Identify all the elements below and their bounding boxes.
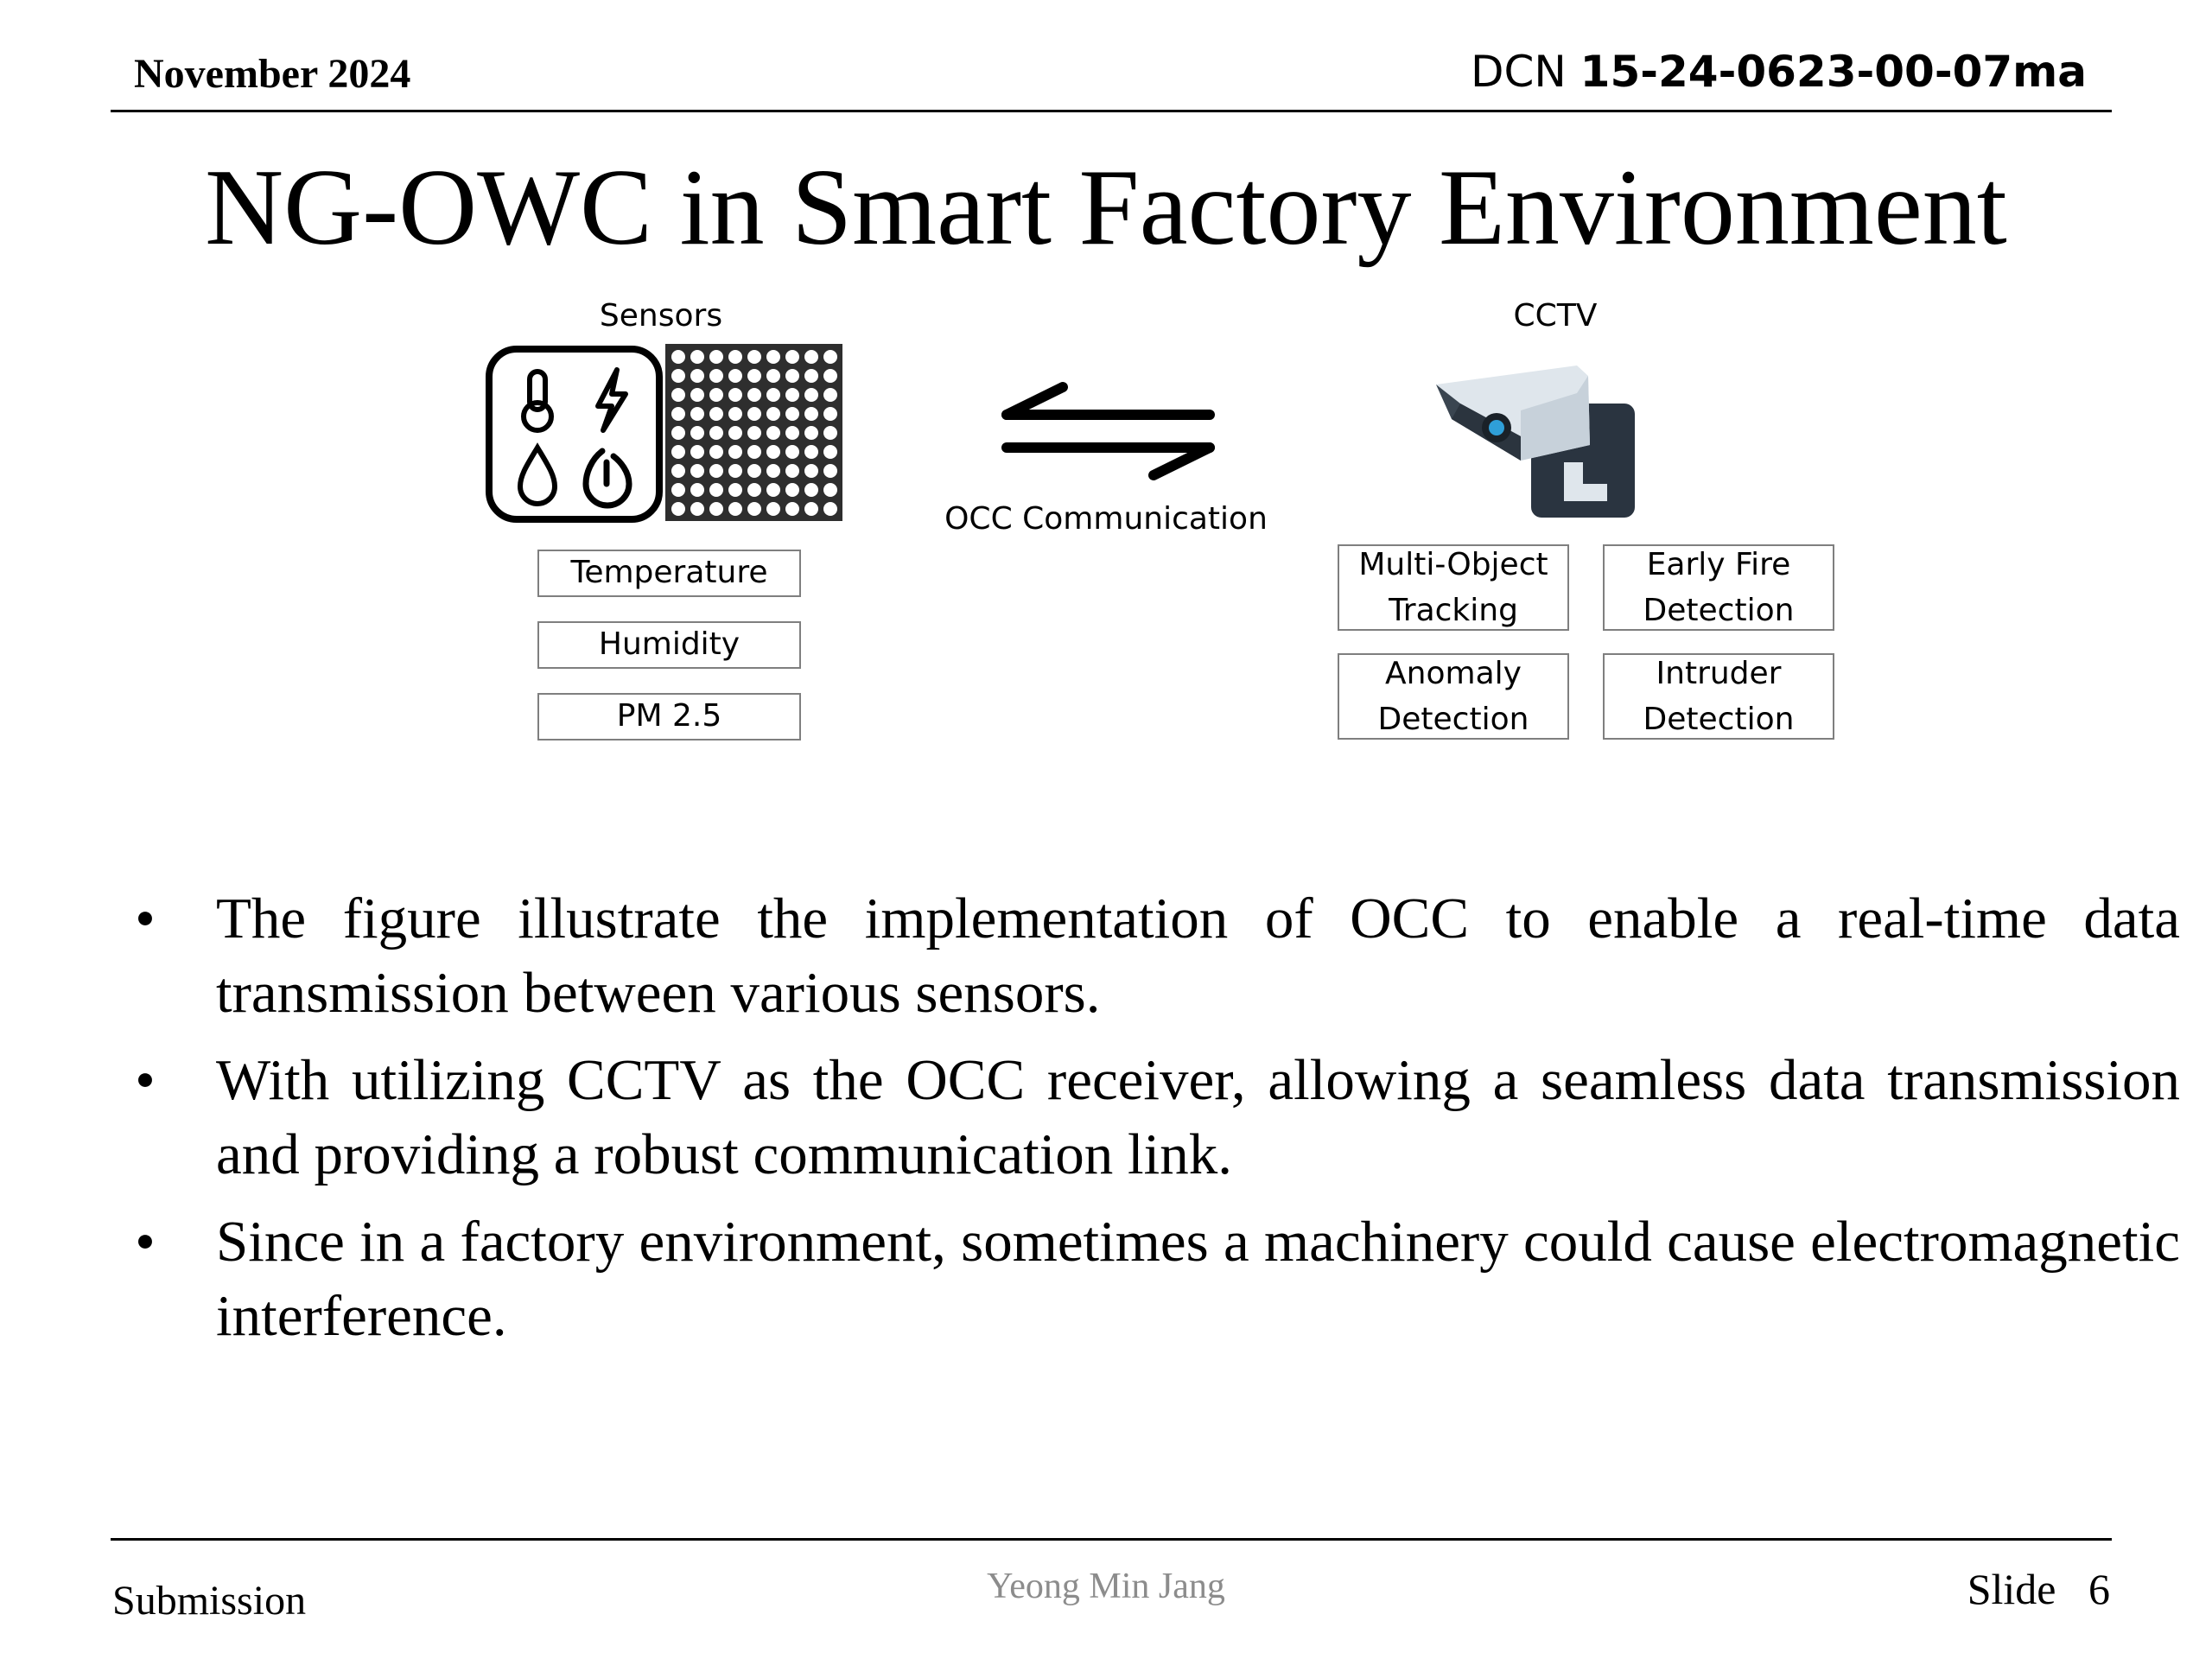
footer-slide-number	[1967, 1564, 2110, 1614]
cctv-camera-icon	[1434, 359, 1642, 523]
cctv-item-line: Early Fire	[1646, 547, 1791, 582]
slide-number: 6	[2088, 1565, 2110, 1613]
cctv-item-anomaly-detection	[1338, 653, 1569, 740]
cctv-item-line: Multi-Object	[1358, 547, 1548, 582]
footer-author: Yeong Min Jang	[987, 1567, 1225, 1606]
occ-communication-label: OCC Communication	[944, 501, 1268, 537]
cctv-item-early-fire-detection	[1603, 544, 1834, 631]
bullet-list	[128, 881, 2180, 1366]
cctv-item-line: Tracking	[1389, 593, 1518, 628]
footer-submission: Submission	[112, 1578, 307, 1624]
bullet-item	[128, 1043, 2180, 1192]
cctv-item-line: Detection	[1377, 702, 1529, 737]
slide-label: Slide	[1967, 1565, 2056, 1613]
bullet-item	[128, 1205, 2180, 1353]
header-date: November 2024	[134, 51, 411, 97]
bullet-text: With utilizing CCTV as the OCC receiver, allowing a seamless data transmission and providing a robust communication link.	[216, 1048, 2180, 1186]
bullet-dot: •	[135, 1210, 156, 1274]
bullet-text: Since in a factory environment, sometimes a machinery could cause electromagnetic interference.	[216, 1210, 2180, 1348]
sensors-label: Sensors	[599, 298, 723, 334]
slide-title: NG-OWC in Smart Factory Environment	[205, 148, 2007, 268]
bidirectional-arrows-icon	[994, 380, 1218, 484]
cctv-item-multi-object-tracking	[1338, 544, 1569, 631]
footer-rule	[111, 1538, 2112, 1541]
bullet-item	[128, 881, 2180, 1030]
sensor-item-temperature: Temperature	[537, 550, 801, 597]
cctv-item-line: Detection	[1643, 702, 1795, 737]
bullet-text: The figure illustrate the implementation of OCC to enable a real-time data transmission between various sensors.	[216, 887, 2180, 1025]
dcn-prefix: DCN	[1470, 47, 1567, 97]
dcn-number: 15-24-0623-00-07ma	[1580, 47, 2087, 97]
cctv-item-intruder-detection	[1603, 653, 1834, 740]
cctv-item-line: Anomaly	[1385, 656, 1522, 691]
sensor-panel-icon	[486, 346, 663, 523]
sensor-item-humidity: Humidity	[537, 621, 801, 669]
header-dcn	[1471, 47, 2087, 97]
cctv-item-line: Intruder	[1656, 656, 1782, 691]
cctv-label: CCTV	[1513, 298, 1598, 334]
cctv-item-line: Detection	[1643, 593, 1795, 628]
bullet-dot: •	[135, 1048, 156, 1112]
sensor-item-pm25: PM 2.5	[537, 693, 801, 741]
bullet-dot: •	[135, 887, 156, 950]
led-matrix-icon	[665, 344, 842, 521]
header-rule	[111, 110, 2112, 112]
